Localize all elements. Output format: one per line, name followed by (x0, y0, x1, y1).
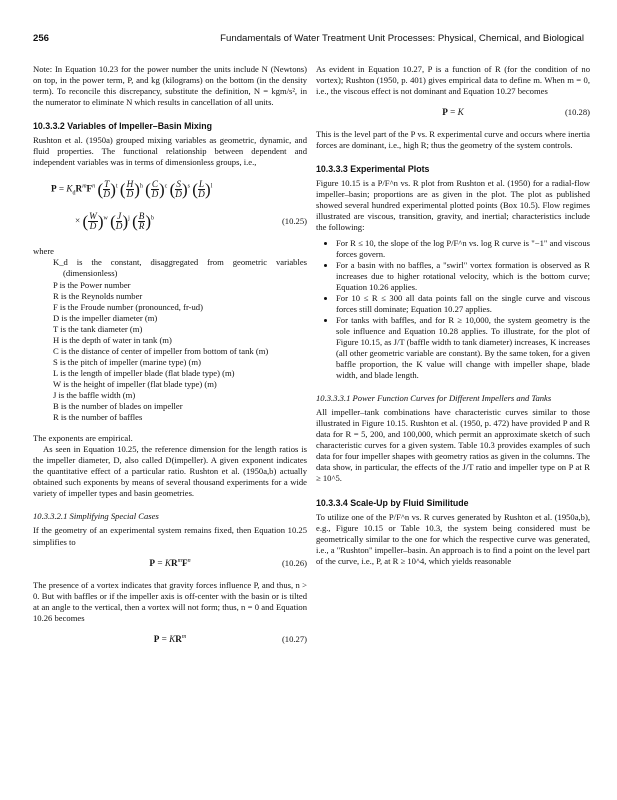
exponents-paragraph: As seen in Equation 10.25, the reference dimension for the length ratios is the impeller diameter, D, also called D(impeller). A given exponent indicates the quantitative effect of a particular ratio. Rushton et al. (1950a,b) actually obtained such exponents by means of several thousand experiments for a wide variety of impeller types and basin geometries. (33, 444, 307, 499)
variables-paragraph: Rushton et al. (1950a) grouped mixing variables as geometric, dynamic, and fluid properties. The functional relationship between dependent and independent variables was in terms of dimensionless groups, i.e., (33, 135, 307, 168)
section-heading-scale-up: 10.3.3.4 Scale-Up by Fluid Similitude (316, 497, 469, 508)
definition-item: F is the Froude number (pronounced, fr-ud) (53, 301, 203, 312)
definition-item: W is the height of impeller (flat blade type) (m) (53, 378, 217, 389)
regime-bullet-list (316, 238, 590, 382)
page-number: 256 (33, 33, 50, 44)
definition-item: D is the impeller diameter (m) (53, 312, 158, 323)
definition-item: P is the Power number (53, 279, 131, 290)
bullet-item: • For 10 ≤ R ≤ 300 all data points fall on the single curve and viscous forces still dominate; Equation 10.27 applies. (336, 293, 590, 315)
scale-up-paragraph: To utilize one of the P/F^n vs. R curves generated by Rushton et al. (1950a,b), e.g., Figure 10.15 or Table 10.3, the system being considered must be geometrically similar to the one for which the respective curve was generated, i.e., a "Rushton" impeller–basin. An approach is to find a point on the level part of the curve, i.e., P, at R ≥ 10^4, which yields reasonable (316, 511, 590, 566)
section-heading-experimental-plots: 10.3.3.3 Experimental Plots (316, 164, 430, 175)
equation-10-25: $P = K_dR^mF^n$ ( $\frac{T}{D}$ )$^t$ ( $\frac{H}{D}$ )$^h$ ( $\frac{C}{D}$ )$^c$ ( $\frac{S}{D}$ )$^s$ ( $\frac{L}{D}$ )$^l$ × ( $\frac{W}{D}$ )$^w$ ( $\frac{J}{D}$ )$^j$ ( $\frac{B}{R}$ )$^b$ (10.25) (51, 179, 307, 232)
note-paragraph: Note: In Equation 10.23 for the power number the units include N (Newtons) on top, in the power term, P, and kg (kilograms) on the bottom (in the density term). To reconcile this discrepancy, substitute the definition, N = kgm/s², in the numerator to eliminate N which results in cancellation of all units. (33, 64, 307, 108)
section-heading-variables: 10.3.3.2 Variables of Impeller–Basin Mixing (33, 121, 212, 132)
definition-item: B is the number of blades on impeller (53, 401, 183, 412)
variable-definitions (33, 257, 307, 423)
running-title: Fundamentals of Water Treatment Unit Processes: Physical, Chemical, and Biological (220, 33, 584, 44)
power-function-paragraph: All impeller–tank combinations have characteristic curves similar to those illustrated in Figure 10.15. Rushton et al. (1950, p. 472) have provided P and R data for R = 5, 200, and 100,000, which permit an approximate sketch of such characteristic curves for a given system. Table 10.3 provides examples of such data for four impeller shapes with geometry ratios as given in the columns. The data show, in particular, the effects of the J/T ratio and impeller type on P at R ≥ 10^5. (316, 407, 590, 484)
eq-10-27-number: (10.27) (281, 633, 307, 644)
definition-item: S is the pitch of impeller (marine type) (m) (53, 356, 201, 367)
bullet-item: • For R ≤ 10, the slope of the log P/F^n vs. log R curve is "−1" and viscous forces govern. (336, 238, 590, 260)
subsection-heading-special-cases: 10.3.3.2.1 Simplifying Special Cases (33, 511, 159, 522)
definition-item: T is the tank diameter (m) (53, 323, 143, 334)
level-paragraph: This is the level part of the P vs. R experimental curve and occurs where inertia forces are dominant, i.e., high R; thus the geometry of the system controls. (316, 129, 590, 151)
bullet-item: • For a basin with no baffles, a "swirl" vortex formation is observed as R increases due to higher rotational velocity, which is the bottom curve; Equation 10.26 applies. (336, 260, 590, 293)
experimental-plots-paragraph: Figure 10.15 is a P/F^n vs. R plot from Rushton et al. (1950) for a radial-flow impeller–basin; proportions are as given in the plot. The plot as published showed several hundred experimental plotted points (Box 10.5). Flow regimes illustrated are viscous, transition, gravity, and inertial; characteristics include the following: (316, 178, 590, 233)
equation-10-26: $P = KR^mF^n$ (10.26) (149, 557, 307, 568)
intro-paragraph: As evident in Equation 10.27, P is a function of R (for the condition of no vortex); Rushton (1950, p. 401) gives empirical data to define m. When m = 0, i.e., the viscous effect is not dominant and Equation 10.27 becomes (316, 64, 590, 97)
definition-item: J is the baffle width (m) (53, 389, 136, 400)
equation-10-28: P = K (10.28) (442, 107, 590, 118)
definition-item: K_d is the constant, disaggregated from geometric variables (dimensionless) (53, 257, 307, 279)
special-cases-paragraph: If the geometry of an experimental system remains fixed, then Equation 10.25 simplifies to (33, 525, 307, 547)
where-label: where (33, 246, 54, 257)
definition-item: H is the depth of water in tank (m) (53, 334, 172, 345)
vortex-paragraph: The presence of a vortex indicates that gravity forces influence P, and thus, n > 0. But with baffles or if the impeller axis is off-center with the basin or is tilted at an angle to the vertical, then a vortex will not form; thus, n = 0 and Equation 10.26 becomes (33, 579, 307, 623)
right-column (316, 64, 590, 567)
definition-item: L is the length of impeller blade (flat blade type) (m) (53, 367, 235, 378)
definition-item: C is the distance of center of impeller from bottom of tank (m) (53, 345, 269, 356)
bullet-item: • For tanks with baffles, and for R ≥ 10,000, the system geometry is the sole influence and Equation 10.28 applies. To illustrate, for the plot of Figure 10.15, as J/T (baffle width to tank diameter) increases, K increases (all other geometric variable are constant). By the same token, for a given baffle proportion, the K value will change with impeller shape, blade width, and blade length. (336, 315, 590, 381)
eq-10-28-number: (10.28) (564, 107, 590, 118)
exponents-text: The exponents are empirical. (33, 433, 133, 444)
definition-item: R is the number of baffles (53, 412, 143, 423)
left-column (33, 64, 307, 656)
equation-10-27: $P = KR^m$ (10.27) (153, 633, 307, 644)
eq-10-25-number: (10.25) (281, 216, 307, 227)
subsection-heading-power-function: 10.3.3.3.1 Power Function Curves for Different Impellers and Tanks (316, 393, 552, 404)
definition-item: R is the Reynolds number (53, 290, 143, 301)
eq-10-26-number: (10.26) (281, 557, 307, 568)
